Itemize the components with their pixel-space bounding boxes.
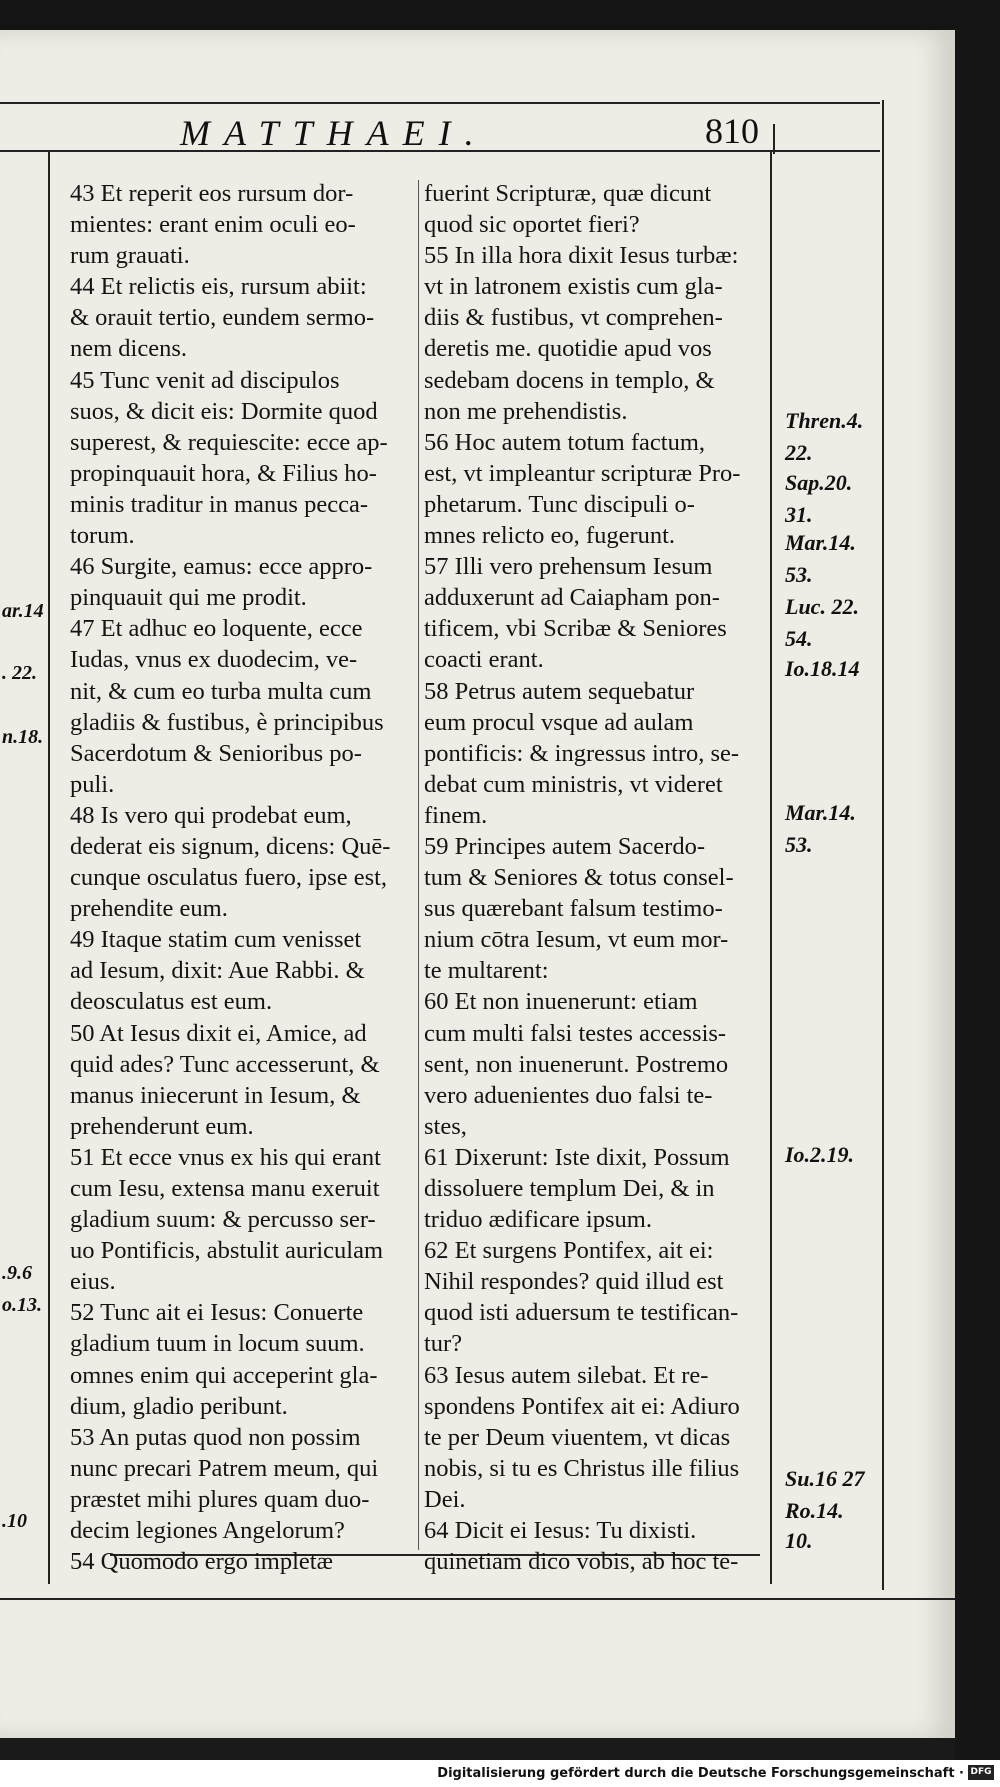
text-line: diis & fustibus, vt comprehen- [424, 304, 723, 332]
text-line: 58 Petrus autem sequebatur [424, 677, 695, 705]
right-column-rule [770, 152, 772, 1584]
text-line: sedebam docens in templo, & [424, 366, 715, 394]
text-line: decim legiones Angelorum? [70, 1517, 345, 1545]
text-line: 57 Illi vero prehensum Iesum [424, 553, 713, 581]
text-line: eius. [70, 1268, 116, 1296]
text-line: Nihil respondes? quid illud est [424, 1268, 724, 1296]
text-line: est, vt impleantur scripturæ Pro- [424, 459, 741, 487]
margin-reference: 31. [785, 502, 813, 527]
text-line: tur? [424, 1330, 463, 1358]
text-line: sus quærebant falsum testimo- [424, 895, 723, 923]
margin-reference: Ro.14. [785, 1498, 844, 1523]
text-line: Iudas, vnus ex duodecim, ve- [70, 646, 358, 674]
text-line: spondens Pontifex ait ei: Adiuro [424, 1392, 740, 1420]
margin-reference: n.18. [2, 726, 44, 748]
text-line: adduxerunt ad Caiapham pon- [424, 584, 720, 612]
text-line: torum. [70, 522, 135, 550]
text-line: mientes: erant enim oculi eo- [70, 211, 356, 239]
scanner-right-edge [955, 0, 1000, 1760]
text-line: 44 Et relictis eis, rursum abiit: [70, 273, 367, 301]
text-line: stes, [424, 1112, 467, 1140]
text-line: 49 Itaque statim cum venisset [70, 926, 362, 954]
text-line: coacti erant. [424, 646, 544, 674]
text-line: ad Iesum, dixit: Aue Rabbi. & [70, 957, 365, 985]
text-line: cunque osculatus fuero, ipse est, [70, 864, 388, 892]
text-line: sent, non inuenerunt. Postremo [424, 1050, 729, 1078]
text-line: quod sic oportet fieri? [424, 211, 640, 239]
text-line: gladiis & fustibus, è principibus [70, 708, 384, 736]
text-line: omnes enim qui acceperint gla- [70, 1361, 378, 1389]
page-number: 810 [705, 111, 759, 151]
text-line: dederat eis signum, dicens: Quē- [70, 832, 391, 860]
text-line: quod isti aduersum te testifican- [424, 1299, 739, 1327]
text-line: 54 Quomodo ergo impletæ [70, 1548, 333, 1576]
text-line: nium cōtra Iesum, vt eum mor- [424, 926, 729, 954]
margin-reference: 54. [785, 626, 813, 651]
margin-reference: ar.14 [2, 600, 44, 622]
text-line: propinquauit hora, & Filius ho- [70, 459, 377, 487]
text-line: fuerint Scripturæ, quæ dicunt [424, 180, 712, 207]
margin-reference: Mar.14. [785, 530, 856, 555]
text-line: 53 An putas quod non possim [70, 1423, 361, 1451]
margin-reference: . 22. [2, 662, 37, 684]
text-line: 56 Hoc autem totum factum, [424, 428, 705, 456]
margin-reference: Sap.20. [785, 470, 853, 495]
text-line: rum grauati. [70, 242, 190, 270]
text-column-right [424, 178, 767, 1577]
text-line: 63 Iesus autem silebat. Et re- [424, 1361, 709, 1389]
text-line: 43 Et reperit eos rursum dor- [70, 180, 354, 207]
text-line: superest, & requiescite: ecce ap- [70, 428, 388, 456]
text-line: 48 Is vero qui prodebat eum, [70, 801, 352, 829]
scanner-top-edge [0, 0, 1000, 30]
text-line: debat cum ministris, vt videret [424, 770, 723, 798]
text-line: vero aduenientes duo falsi te- [424, 1081, 713, 1109]
footer-credit: Digitalisierung gefördert durch die Deutsche Forschungsgemeinschaft · [437, 1766, 964, 1781]
text-line: nobis, si tu es Christus ille filius [424, 1454, 740, 1482]
text-line: nit, & cum eo turba multa cum [70, 677, 372, 705]
text-line: te per Deum viuentem, vt dicas [424, 1423, 731, 1451]
text-line: finem. [424, 801, 488, 829]
margin-reference: .9.6 [2, 1262, 32, 1284]
text-line: 62 Et surgens Pontifex, ait ei: [424, 1237, 714, 1265]
text-line: 46 Surgite, eamus: ecce appro- [70, 553, 373, 581]
margin-reference: 53. [785, 832, 813, 857]
text-line: uo Pontificis, abstulit auriculam [70, 1237, 384, 1265]
text-line: prehendite eum. [70, 895, 228, 923]
text-line: pontificis: & ingressus intro, se- [424, 739, 740, 767]
text-line: Dei. [424, 1485, 466, 1513]
text-line: 60 Et non inuenerunt: etiam [424, 988, 698, 1016]
text-line: præstet mihi plures quam duo- [70, 1485, 370, 1513]
margin-reference: Su.16 27 [785, 1466, 865, 1491]
margin-reference: 22. [785, 440, 813, 465]
margin-reference: Mar.14. [785, 800, 856, 825]
text-line: dium, gladio peribunt. [70, 1392, 288, 1420]
dfg-logo: DFG [968, 1765, 994, 1780]
text-line: gladium suum: & percusso ser- [70, 1206, 376, 1234]
text-line: 45 Tunc venit ad discipulos [70, 366, 340, 394]
text-line: 50 At Iesus dixit ei, Amice, ad [70, 1019, 367, 1047]
text-line: tum & Seniores & totus consel- [424, 864, 734, 892]
text-line: quinetiam dico vobis, ab hoc tē- [424, 1548, 739, 1576]
text-line: manus iniecerunt in Iesum, & [70, 1081, 361, 1109]
text-line: 61 Dixerunt: Iste dixit, Possum [424, 1143, 730, 1171]
left-column-rule [48, 152, 50, 1584]
text-line: prehenderunt eum. [70, 1112, 254, 1140]
text-line: phetarum. Tunc discipuli o- [424, 490, 695, 518]
text-line: pinquauit qui me prodit. [70, 584, 307, 612]
text-line: quid ades? Tunc accesserunt, & [70, 1050, 380, 1078]
margin-reference: 53. [785, 562, 813, 587]
text-column-left [70, 178, 410, 1577]
text-line: gladium tuum in locum suum. [70, 1330, 365, 1358]
margin-reference: Io.18.14 [785, 656, 860, 681]
header-vertical-tick [773, 124, 775, 154]
text-line: & orauit tertio, eundem sermo- [70, 304, 375, 332]
text-line: triduo ædificare ipsum. [424, 1206, 652, 1234]
page-title: MATTHAEI. [180, 113, 488, 153]
text-line: dissoluere templum Dei, & in [424, 1175, 715, 1202]
text-line: mnes relicto eo, fugerunt. [424, 522, 676, 550]
margin-reference: o.13. [2, 1294, 42, 1316]
text-line: Sacerdotum & Senioribus po- [70, 739, 362, 767]
text-line: puli. [70, 770, 115, 798]
text-line: deretis me. quotidie apud vos [424, 335, 712, 363]
text-line: 55 In illa hora dixit Iesus turbæ: [424, 242, 739, 270]
center-column-rule [418, 180, 419, 1550]
text-line: 52 Tunc ait ei Iesus: Conuerte [70, 1299, 364, 1327]
margin-reference: Io.2.19. [785, 1142, 855, 1167]
margin-reference: .10 [2, 1510, 27, 1532]
margin-reference: 10. [785, 1528, 813, 1553]
text-line: eum procul vsque ad aulam [424, 708, 694, 736]
text-line: minis traditur in manus pecca- [70, 490, 368, 518]
text-line: cum Iesu, extensa manu exeruit [70, 1175, 380, 1202]
text-line: 64 Dicit ei Iesus: Tu dixisti. [424, 1517, 697, 1545]
text-line: te multarent: [424, 957, 549, 985]
margin-reference: Luc. 22. [785, 594, 859, 619]
text-line: nem dicens. [70, 335, 188, 363]
text-line: 59 Principes autem Sacerdo- [424, 832, 705, 860]
text-line: tificem, vbi Scribæ & Seniores [424, 615, 727, 643]
text-line: cum multi falsi testes accessis- [424, 1019, 727, 1047]
text-line: 47 Et adhuc eo loquente, ecce [70, 615, 363, 643]
bottom-rule [0, 1598, 955, 1600]
text-line: non me prehendistis. [424, 397, 628, 425]
text-line: deosculatus est eum. [70, 988, 273, 1016]
header-rule [0, 102, 880, 104]
text-line: suos, & dicit eis: Dormite quod [70, 397, 378, 425]
text-line: nunc precari Patrem meum, qui [70, 1454, 379, 1482]
text-line: vt in latronem existis cum gla- [424, 273, 723, 301]
text-line: 51 Et ecce vnus ex his qui erant [70, 1143, 381, 1171]
margin-reference: Thren.4. [785, 408, 864, 433]
outer-right-rule [882, 100, 884, 1590]
